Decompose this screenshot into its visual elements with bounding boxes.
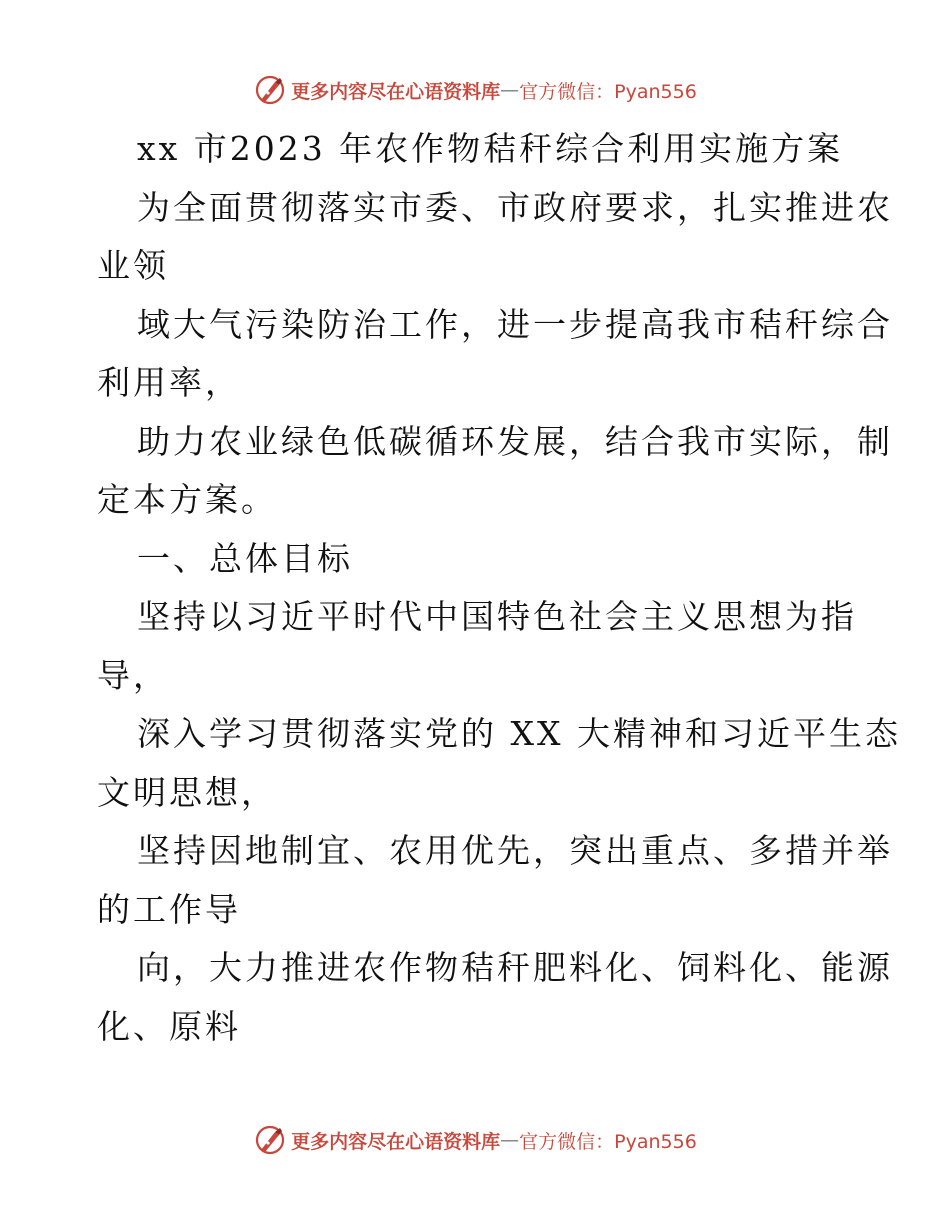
text-line: 助力农业绿色低碳循环发展，结合我市实际，制 [137,421,893,461]
text-line: 为全面贯彻落实市委、市政府要求，扎实推进农 [137,187,893,227]
banner-site-text: 更多内容尽在心语资料库 [291,1130,501,1153]
text-line: 坚持以习近平时代中国特色社会主义思想为指 [137,597,857,636]
text-line: 化、原料 [97,1006,241,1046]
text-line: 深入学习贯彻落实党的 XX 大精神和习近平生态 [137,714,901,753]
document-body [97,120,901,1056]
text-line: 的工作导 [97,889,241,929]
banner-wechat-text: 官方微信：Pyan556 [519,1130,697,1153]
document-title: xx 市2023 年农作物秸秆综合利用实施方案 [137,129,844,168]
banner-separator: — [500,1129,520,1151]
banner-wechat-text: 官方微信：Pyan556 [519,80,697,103]
text-line: 导， [97,655,169,695]
text-line: 坚持因地制宜、农用优先，突出重点、多措并举 [137,831,893,870]
section-heading: 一、总体目标 [137,538,353,578]
text-line: 利用率， [97,363,241,402]
footer-banner [0,1122,950,1158]
text-line: 域大气污染防治工作，进一步提高我市秸秆综合 [137,304,893,344]
text-line: 定本方案。 [97,480,277,519]
text-line: 向，大力推进农作物秸秆肥料化、饲料化、能源 [137,948,893,987]
text-line: 文明思想， [97,772,277,812]
pen-logo-icon [253,73,287,107]
banner-site-text: 更多内容尽在心语资料库 [291,80,501,103]
banner-separator: — [500,79,520,101]
pen-logo-icon [253,1123,287,1157]
header-banner [0,72,950,108]
text-line: 业领 [97,246,169,285]
